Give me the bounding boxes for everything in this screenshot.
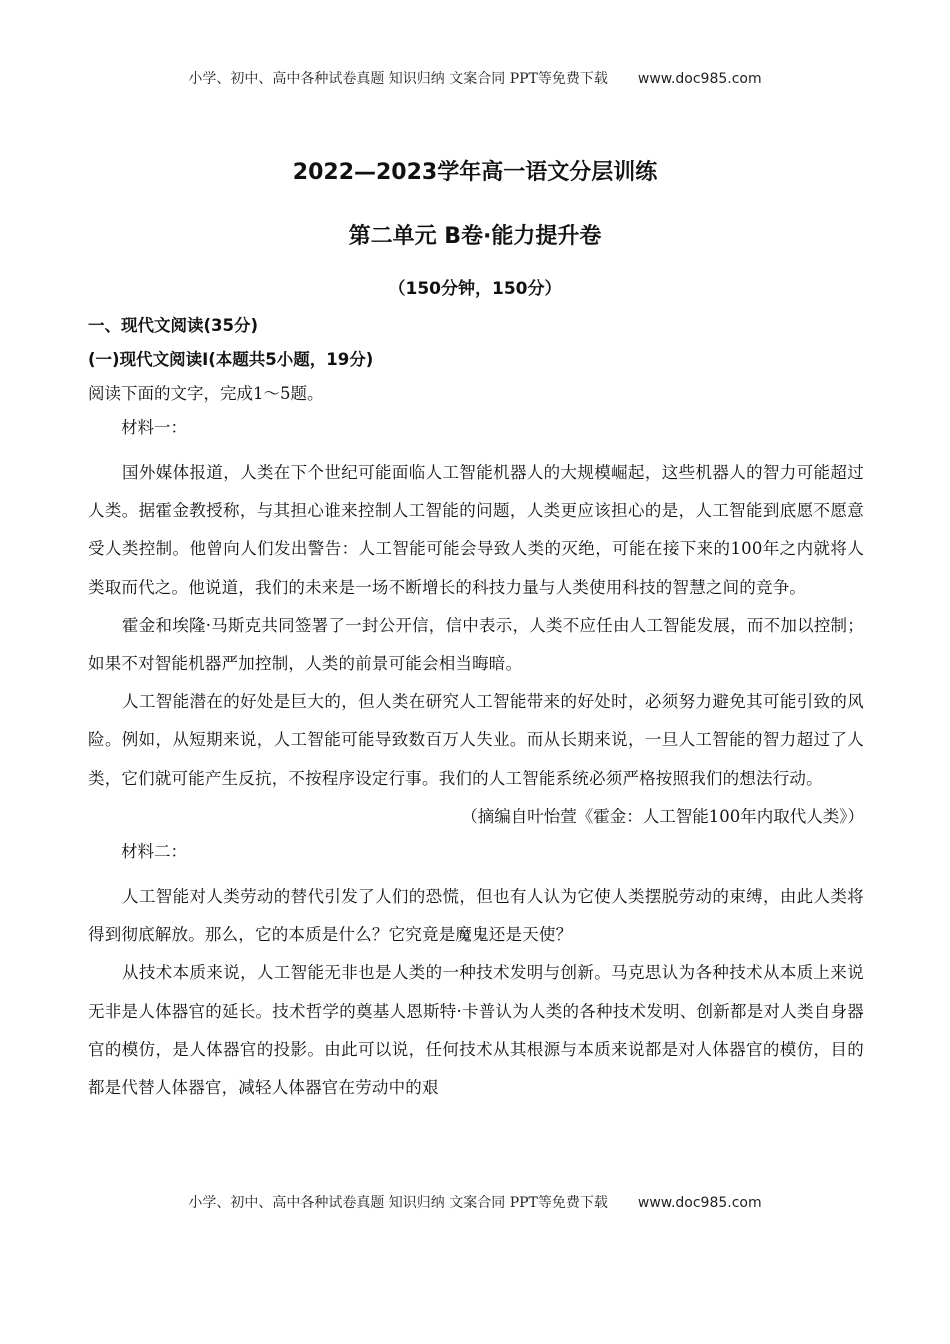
material-1-paragraph: 人工智能潜在的好处是巨大的，但人类在研究人工智能带来的好处时，必须努力避免其可能引致的风险。例如，从短期来说，人工智能可能导致数百万人失业。而从长期来说，一旦人工智能的智力超过了人类，它们就可能产生反抗，不按程序设定行事。我们的人工智能系统必须严格按照我们的想法行动。	[88, 692, 864, 788]
material-2-paragraph: 人工智能对人类劳动的替代引发了人们的恐慌，但也有人认为它使人类摆脱劳动的束缚，由此人类将得到彻底解放。那么，它的本质是什么？它究竟是魔鬼还是天使？	[88, 887, 864, 945]
material-2-paragraph: 从技术本质来说，人工智能无非也是人类的一种技术发明与创新。马克思认为各种技术从本质上来说无非是人体器官的延长。技术哲学的奠基人恩斯特·卡普认为人类的各种技术发明、创新都是对人类自身器官的模仿，是人体器官的投影。由此可以说，任何技术从其根源与本质来说都是对人体器官的模仿，目的都是代替人体器官，减轻人体器官在劳动中的艰	[88, 963, 864, 1098]
material-1-paragraph: 霍金和埃隆·马斯克共同签署了一封公开信，信中表示，人类不应任由人工智能发展，而不加以控制；如果不对智能机器严加控制，人类的前景可能会相当晦暗。	[88, 615, 864, 674]
header-text: 小学、初中、高中各种试卷真题 知识归纳 文案合同 PPT等免费下载	[188, 71, 608, 87]
reading-instruction: 阅读下面的文字，完成1～5题。	[88, 384, 324, 403]
document-subtitle: 第二单元 B卷·能力提升卷	[348, 224, 602, 249]
footer-text: 小学、初中、高中各种试卷真题 知识归纳 文案合同 PPT等免费下载	[188, 1195, 608, 1211]
sub-section-heading: (一)现代文阅读Ⅰ(本题共5小题，19分)	[88, 350, 374, 369]
header-site-link[interactable]: www.doc985.com	[637, 71, 762, 87]
material-1-paragraph: 国外媒体报道，人类在下个世纪可能面临人工智能机器人的大规模崛起，这些机器人的智力可能超过人类。据霍金教授称，与其担心谁来控制人工智能的问题，人类更应该担心的是，人工智能到底愿不愿意受人类控制。他曾向人们发出警告：人工智能可能会导致人类的灭绝，可能在接下来的100年之内就将人类取而代之。他说道，我们的未来是一场不断增长的科技力量与人类使用科技的智慧之间的竞争。	[88, 463, 864, 597]
footer-site-link[interactable]: www.doc985.com	[637, 1195, 762, 1211]
running-header	[0, 68, 950, 88]
material-2-label: 材料二：	[121, 842, 187, 862]
document-body	[88, 312, 864, 1107]
running-footer	[0, 1192, 950, 1212]
exam-time-score: （150分钟，150分）	[388, 279, 562, 299]
material-1-label: 材料一：	[121, 418, 187, 437]
section-heading: 一、现代文阅读(35分)	[88, 316, 259, 335]
material-1-source: （摘编自叶怡萱《霍金：人工智能100年内取代人类》）	[461, 806, 864, 826]
document-title: 2022—2023学年高一语文分层训练	[292, 160, 658, 185]
